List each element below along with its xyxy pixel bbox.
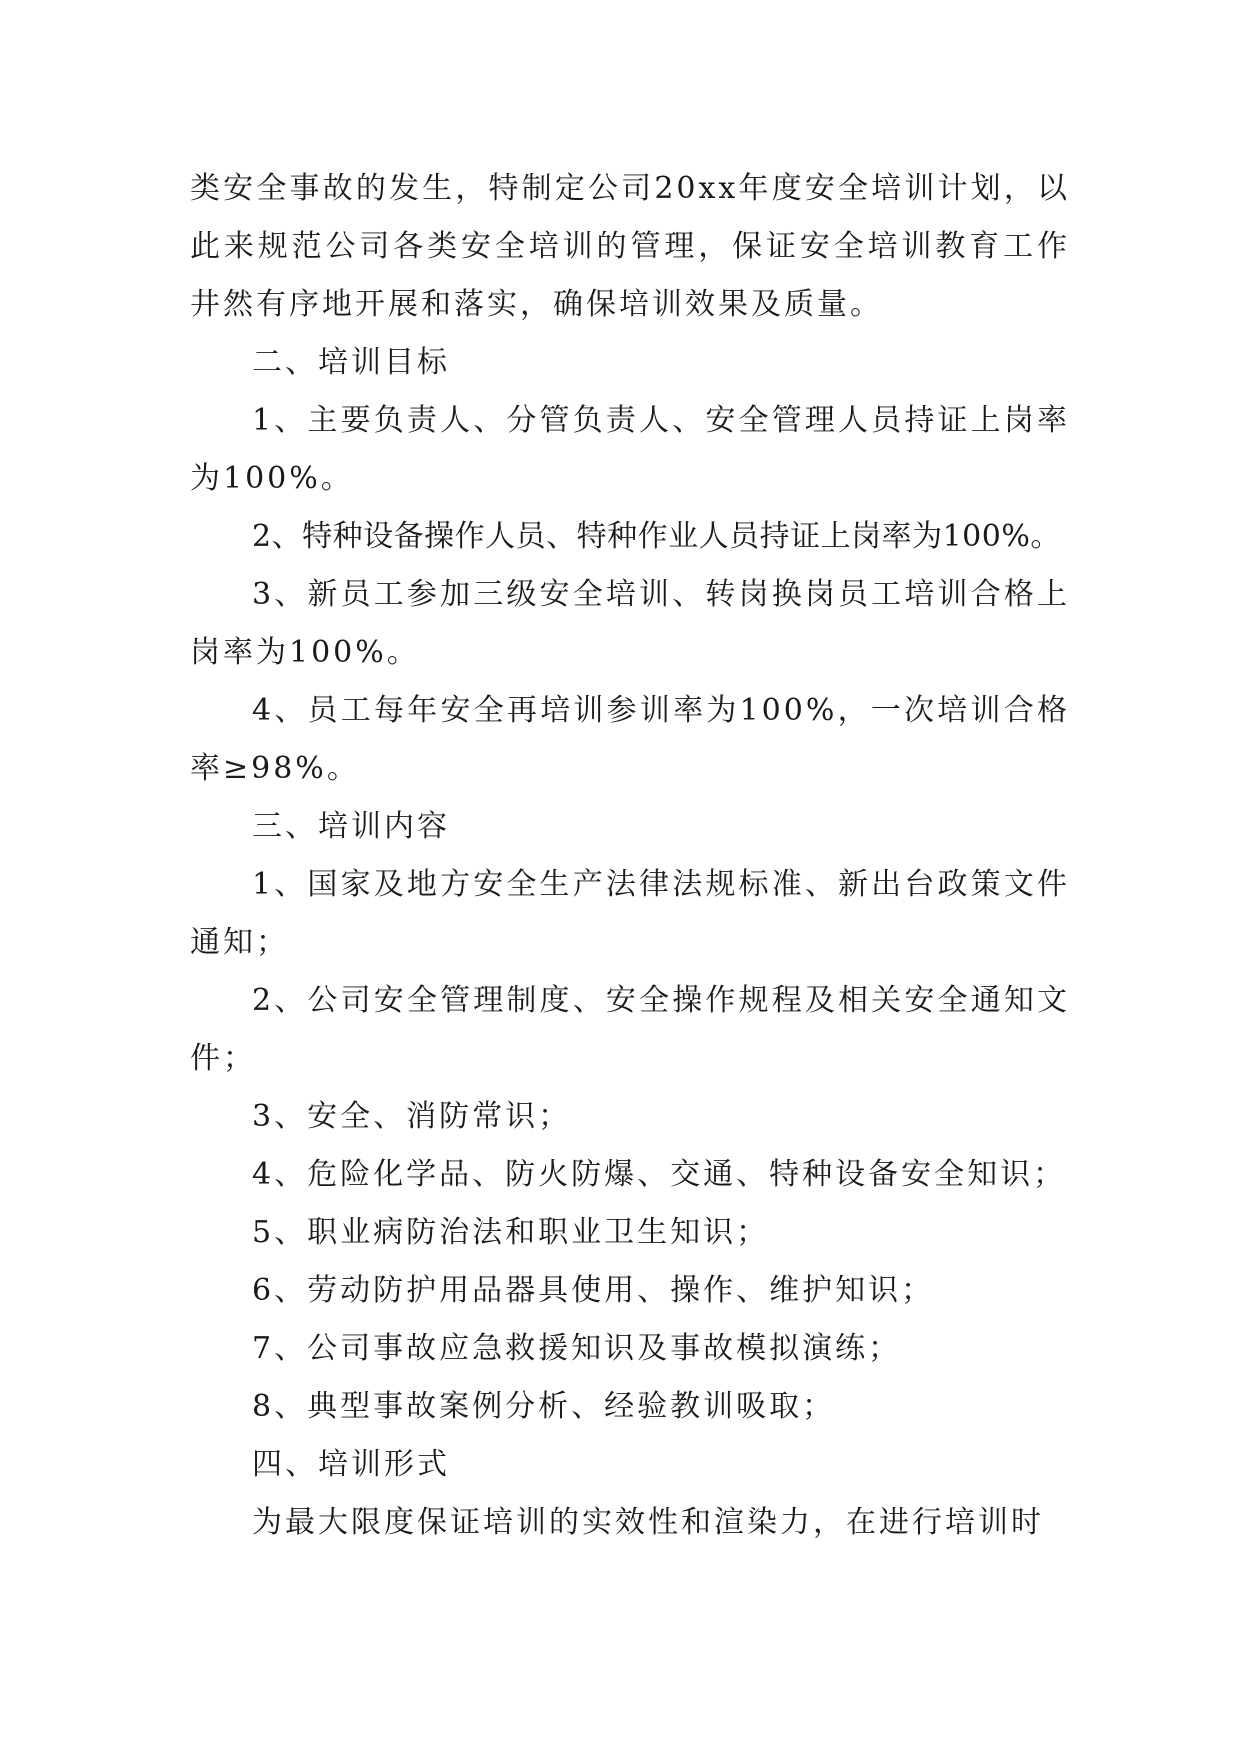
section-heading-training-goals: 二、培训目标	[252, 345, 450, 380]
section-heading-training-format: 四、培训形式	[252, 1447, 450, 1482]
section-heading-training-content: 三、培训内容	[252, 809, 450, 844]
goal-item-2: 2、特种设备操作人员、特种作业人员持证上岗率为100%。	[252, 519, 1061, 554]
goal-item-3: 3、新员工参加三级安全培训、转岗换岗员工培训合格上岗率为100%。	[190, 577, 1070, 670]
goal-item-4: 4、员工每年安全再培训参训率为100%，一次培训合格率≥98%。	[190, 693, 1070, 786]
content-item-8: 8、典型事故案例分析、经验教训吸取；	[252, 1389, 836, 1424]
paragraph-intro-continuation: 类安全事故的发生，特制定公司20xx年度安全培训计划，以此来规范公司各类安全培训的管理，保证安全培训教育工作井然有序地开展和落实，确保培训效果及质量。	[190, 171, 1070, 322]
content-item-2: 2、公司安全管理制度、安全操作规程及相关安全通知文件；	[190, 983, 1070, 1076]
format-paragraph: 为最大限度保证培训的实效性和渲染力，在进行培训时	[252, 1505, 1044, 1540]
document-body	[190, 160, 1070, 1552]
content-item-5: 5、职业病防治法和职业卫生知识；	[252, 1215, 770, 1250]
content-item-3: 3、安全、消防常识；	[252, 1099, 572, 1134]
goal-item-1: 1、主要负责人、分管负责人、安全管理人员持证上岗率为100%。	[190, 403, 1070, 496]
content-item-1: 1、国家及地方安全生产法律法规标准、新出台政策文件通知；	[190, 867, 1070, 960]
content-item-4: 4、危险化学品、防火防爆、交通、特种设备安全知识；	[252, 1157, 1067, 1192]
content-item-7: 7、公司事故应急救援知识及事故模拟演练；	[252, 1331, 902, 1366]
content-item-6: 6、劳动防护用品器具使用、操作、维护知识；	[252, 1273, 935, 1308]
